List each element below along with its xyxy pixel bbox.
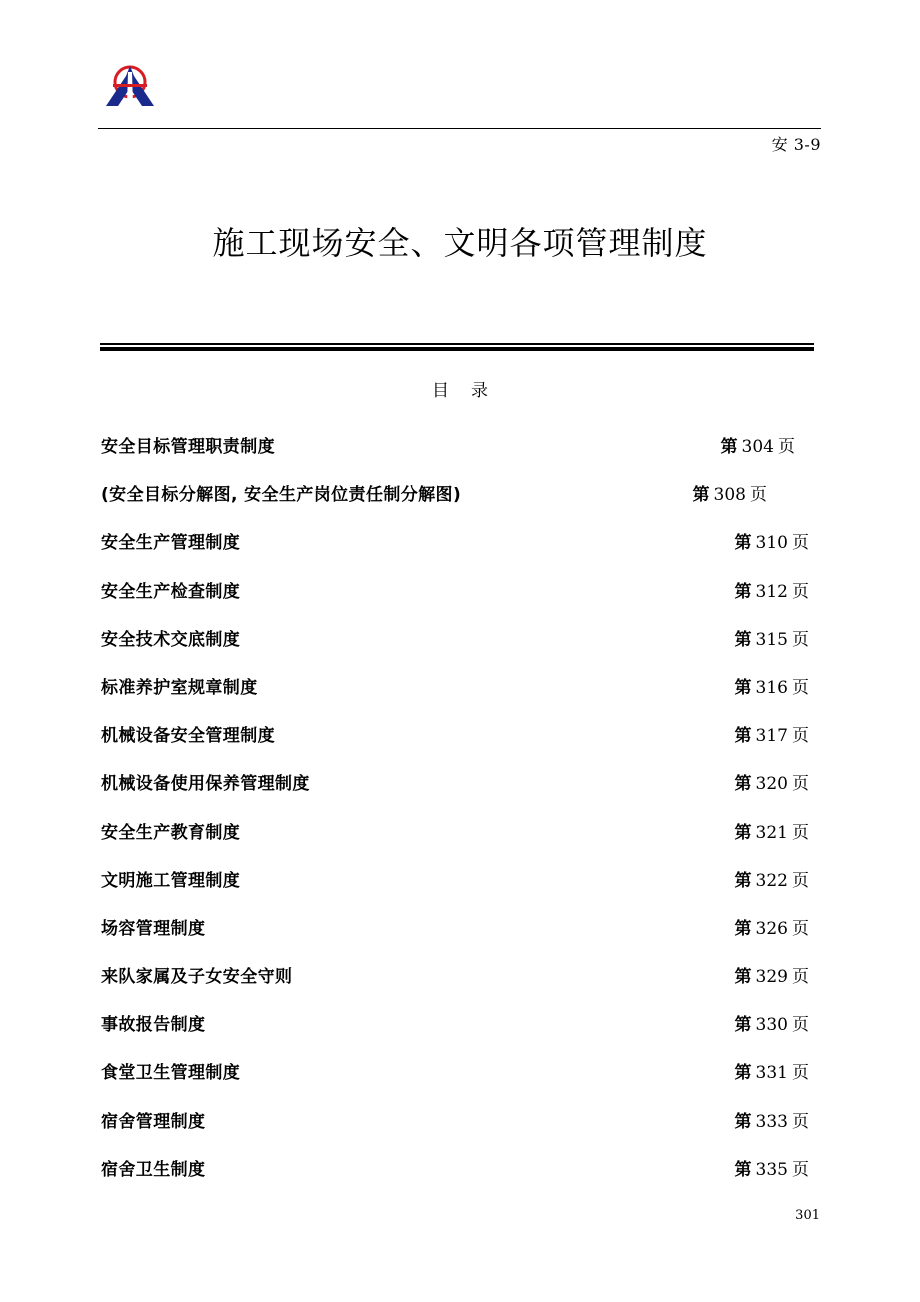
toc-entry-title: 文明施工管理制度 <box>101 870 241 891</box>
toc-entry-page: 第 326 页 <box>734 918 809 939</box>
toc-heading: 目录 <box>432 381 510 401</box>
company-logo-icon <box>104 62 156 108</box>
toc-entry[interactable] <box>101 866 821 914</box>
toc-entry-title: 机械设备安全管理制度 <box>101 726 275 747</box>
toc-entry-page: 第 304 页 <box>720 437 795 457</box>
toc-entry-page: 第 330 页 <box>734 1015 809 1036</box>
toc-entry-page: 第 321 页 <box>734 822 809 843</box>
toc-entry-page: 第 329 页 <box>734 967 809 988</box>
page-number: 301 <box>795 1208 820 1223</box>
toc-entry-page: 第 315 页 <box>734 629 809 650</box>
toc-entry-title: 安全生产检查制度 <box>101 581 241 602</box>
toc-entry[interactable] <box>101 1058 821 1106</box>
toc-entry[interactable] <box>101 432 821 480</box>
toc-entry-title: 安全生产教育制度 <box>101 822 241 843</box>
toc-entry[interactable] <box>101 769 821 817</box>
toc-entry-title: 食堂卫生管理制度 <box>101 1063 241 1084</box>
toc-entry[interactable] <box>101 1010 821 1058</box>
toc-entry[interactable] <box>101 721 821 769</box>
table-of-contents <box>101 432 821 1203</box>
toc-entry[interactable] <box>101 1107 821 1155</box>
toc-entry-page: 第 333 页 <box>734 1111 809 1132</box>
toc-entry-page: 第 317 页 <box>734 726 809 747</box>
toc-entry[interactable] <box>101 914 821 962</box>
toc-entry[interactable] <box>101 818 821 866</box>
toc-entry-page: 第 308 页 <box>692 485 767 506</box>
toc-entry-page: 第 320 页 <box>734 774 809 795</box>
toc-entry-title: 安全技术交底制度 <box>101 629 241 650</box>
toc-entry-title: 来队家属及子女安全守则 <box>101 967 293 988</box>
document-code: 安 3-9 <box>771 135 821 154</box>
toc-entry[interactable] <box>101 577 821 625</box>
toc-entry-page: 第 316 页 <box>734 677 809 698</box>
toc-entry[interactable] <box>101 625 821 673</box>
title-divider <box>100 343 814 351</box>
toc-entry-title: 场容管理制度 <box>101 918 206 939</box>
toc-entry[interactable] <box>101 528 821 576</box>
toc-entry-title: (安全目标分解图, 安全生产岗位责任制分解图) <box>101 485 462 506</box>
toc-entry-title: 标准养护室规章制度 <box>101 677 258 698</box>
toc-entry-page: 第 312 页 <box>734 581 809 602</box>
toc-entry-page: 第 331 页 <box>734 1063 809 1084</box>
toc-entry-title: 宿舍管理制度 <box>101 1111 206 1132</box>
toc-entry[interactable] <box>101 673 821 721</box>
toc-entry-title: 事故报告制度 <box>101 1015 206 1036</box>
toc-entry-title: 宿舍卫生制度 <box>101 1159 206 1180</box>
toc-entry-page: 第 322 页 <box>734 870 809 891</box>
page-title: 施工现场安全、文明各项管理制度 <box>212 224 708 262</box>
toc-entry[interactable] <box>101 962 821 1010</box>
toc-entry[interactable] <box>101 1155 821 1203</box>
toc-entry-title: 安全生产管理制度 <box>101 533 241 554</box>
header-rule <box>98 128 821 129</box>
toc-entry-page: 第 310 页 <box>734 533 809 554</box>
toc-entry-page: 第 335 页 <box>734 1159 809 1180</box>
toc-entry-title: 安全目标管理职责制度 <box>101 437 275 457</box>
toc-entry-title: 机械设备使用保养管理制度 <box>101 774 310 795</box>
toc-entry[interactable] <box>101 480 821 528</box>
